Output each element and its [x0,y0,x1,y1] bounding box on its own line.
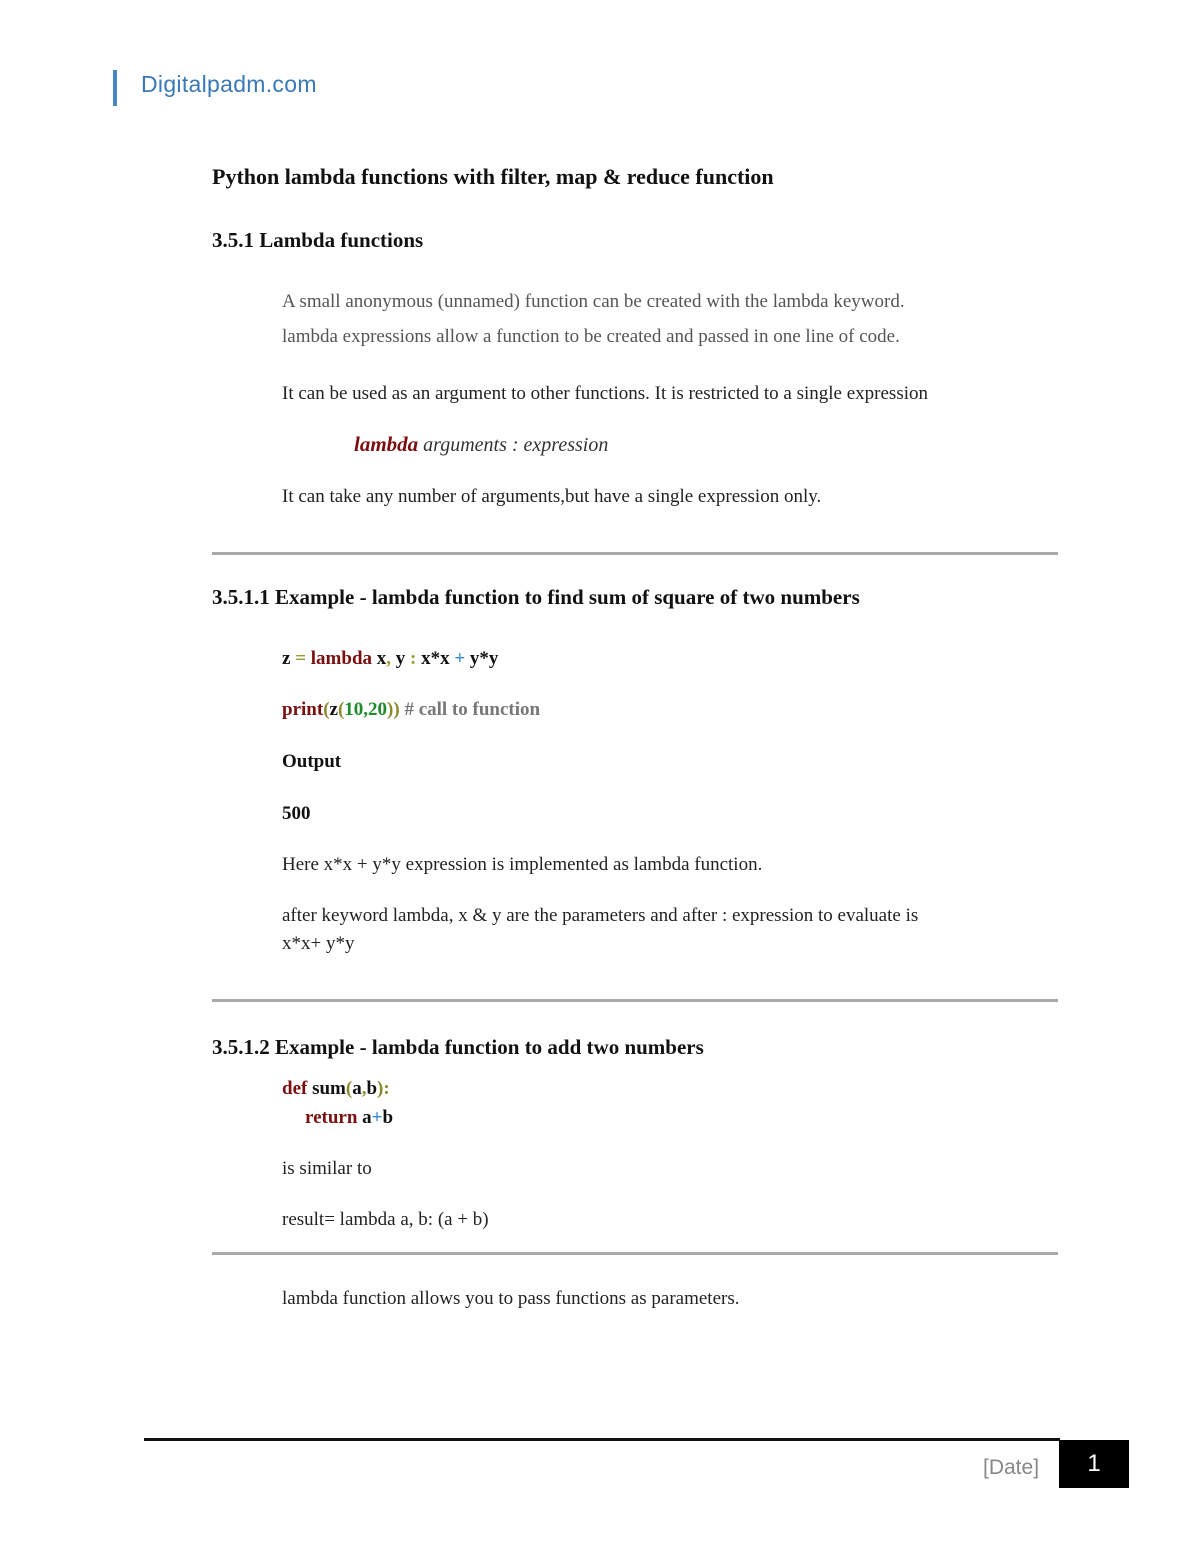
page-title: Python lambda functions with filter, map & reduce function [212,164,774,189]
paragraph-arguments: It can be used as an argument to other functions. It is restricted to a single expression [282,383,928,404]
output-label: Output [282,751,342,772]
page-number: 1 [1059,1440,1129,1488]
divider [212,1252,1058,1255]
example1-heading: 3.5.1.1 Example - lambda function to find sum of square of two numbers [212,585,860,609]
code-line-lambda: z = lambda x, y : x*x + y*y [282,648,499,669]
explanation-1: Here x*x + y*y expression is implemented as lambda function. [282,854,763,875]
lambda-syntax [354,432,608,457]
result-lambda: result= lambda a, b: (a + b) [282,1209,489,1230]
intro-line-1: A small anonymous (unnamed) function can be created with the lambda keyword. [282,291,905,312]
similar-text: is similar to [282,1158,372,1179]
intro-line-2: lambda expressions allow a function to be created and passed in one line of code. [282,326,900,347]
output-value: 500 [282,803,311,824]
footer-rule [144,1438,1060,1441]
closing-paragraph: lambda function allows you to pass functions as parameters. [282,1288,740,1309]
code-line-return: return a+b [305,1107,394,1128]
explanation-2-line-2: x*x+ y*y [282,933,355,954]
paragraph-expression: It can take any number of arguments,but have a single expression only. [282,486,822,507]
divider [212,999,1058,1002]
syntax-keyword: lambda [354,432,419,456]
site-name: Digitalpadm.com [141,71,317,97]
syntax-rest: arguments : expression [418,434,609,456]
footer-date: [Date] [983,1456,1040,1479]
example2-heading: 3.5.1.2 Example - lambda function to add two numbers [212,1035,704,1059]
divider [212,552,1058,555]
code-line-print: print(z(10,20)) # call to function [282,699,541,720]
code-line-def: def sum(a,b): [282,1078,390,1099]
section-heading: 3.5.1 Lambda functions [212,228,424,252]
explanation-2-line-1: after keyword lambda, x & y are the parameters and after : expression to evaluate is [282,905,919,926]
header-accent-bar [113,70,117,106]
